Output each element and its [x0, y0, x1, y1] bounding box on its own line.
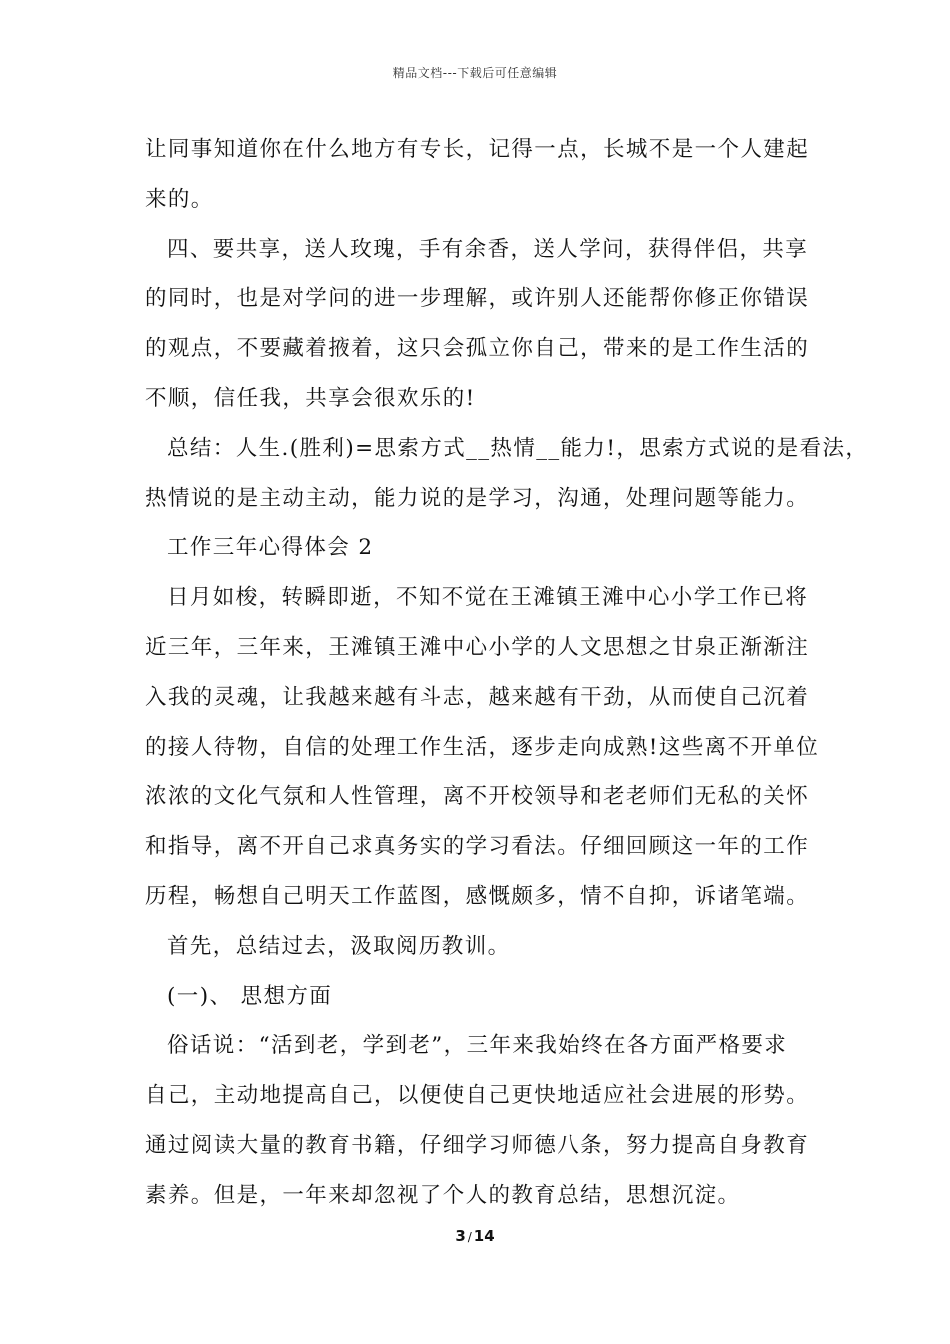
- text-line: 让同事知道你在什么地方有专长，记得一点，长城不是一个人建起: [145, 137, 810, 162]
- text-line: 近三年，三年来，王滩镇王滩中心小学的人文思想之甘泉正渐渐注: [145, 634, 810, 660]
- text-line: 工作三年心得体会 2: [167, 535, 374, 561]
- text-line: 四、要共享，送人玫瑰，手有余香，送人学问，获得伴侣，共享: [167, 236, 809, 262]
- total-page-count: 14: [473, 1227, 495, 1245]
- text-line: 浓浓的文化气氛和人性管理，离不开校领导和老老师们无私的关怀: [145, 784, 810, 810]
- text-line: 历程，畅想自己明天工作蓝图，感慨颇多，情不自抑，诉诸笔端。: [145, 883, 810, 909]
- text-line: 来的。: [145, 186, 214, 212]
- text-line: 入我的灵魂，让我越来越有斗志，越来越有干劲，从而使自己沉着: [145, 684, 810, 710]
- text-line: 不顺，信任我，共享会很欢乐的!: [145, 385, 476, 411]
- text-line: 和指导，离不开自己求真务实的学习看法。仔细回顾这一年的工作: [145, 834, 810, 860]
- text-line: 总结：人生.(胜利)=思索方式__热情__能力!，思索方式说的是看法，: [167, 435, 869, 461]
- text-line: 通过阅读大量的教育书籍，仔细学习师德八条，努力提高自身教育: [145, 1132, 810, 1158]
- text-line: 的接人待物，自信的处理工作生活，逐步走向成熟!这些离不开单位: [145, 734, 820, 760]
- text-line: 的同时，也是对学问的进一步理解，或许别人还能帮你修正你错误: [145, 286, 810, 312]
- text-line: 的观点，不要藏着掖着，这只会孤立你自己，带来的是工作生活的: [145, 336, 810, 362]
- text-line: 热情说的是主动主动，能力说的是学习，沟通，处理问题等能力。: [145, 485, 810, 511]
- text-line: 日月如梭，转瞬即逝，不知不觉在王滩镇王滩中心小学工作已将: [167, 585, 809, 611]
- page-header: 精品文档---下载后可任意编辑: [392, 66, 558, 80]
- body-text: [145, 125, 869, 1221]
- text-line: 自己，主动地提高自己，以便使自己更快地适应社会进展的形势。: [145, 1083, 810, 1109]
- page-separator: /: [467, 1230, 472, 1244]
- text-line: 素养。但是，一年来却忽视了个人的教育总结，思想沉淀。: [145, 1182, 741, 1208]
- text-line: 俗话说：“活到老，学到老”，三年来我始终在各方面严格要求: [167, 1033, 788, 1059]
- text-line: 首先，总结过去，汲取阅历教训。: [167, 933, 511, 959]
- text-line: (一)、 思想方面: [167, 983, 333, 1009]
- page-number: [0, 1227, 950, 1245]
- current-page-number: 3: [455, 1227, 466, 1245]
